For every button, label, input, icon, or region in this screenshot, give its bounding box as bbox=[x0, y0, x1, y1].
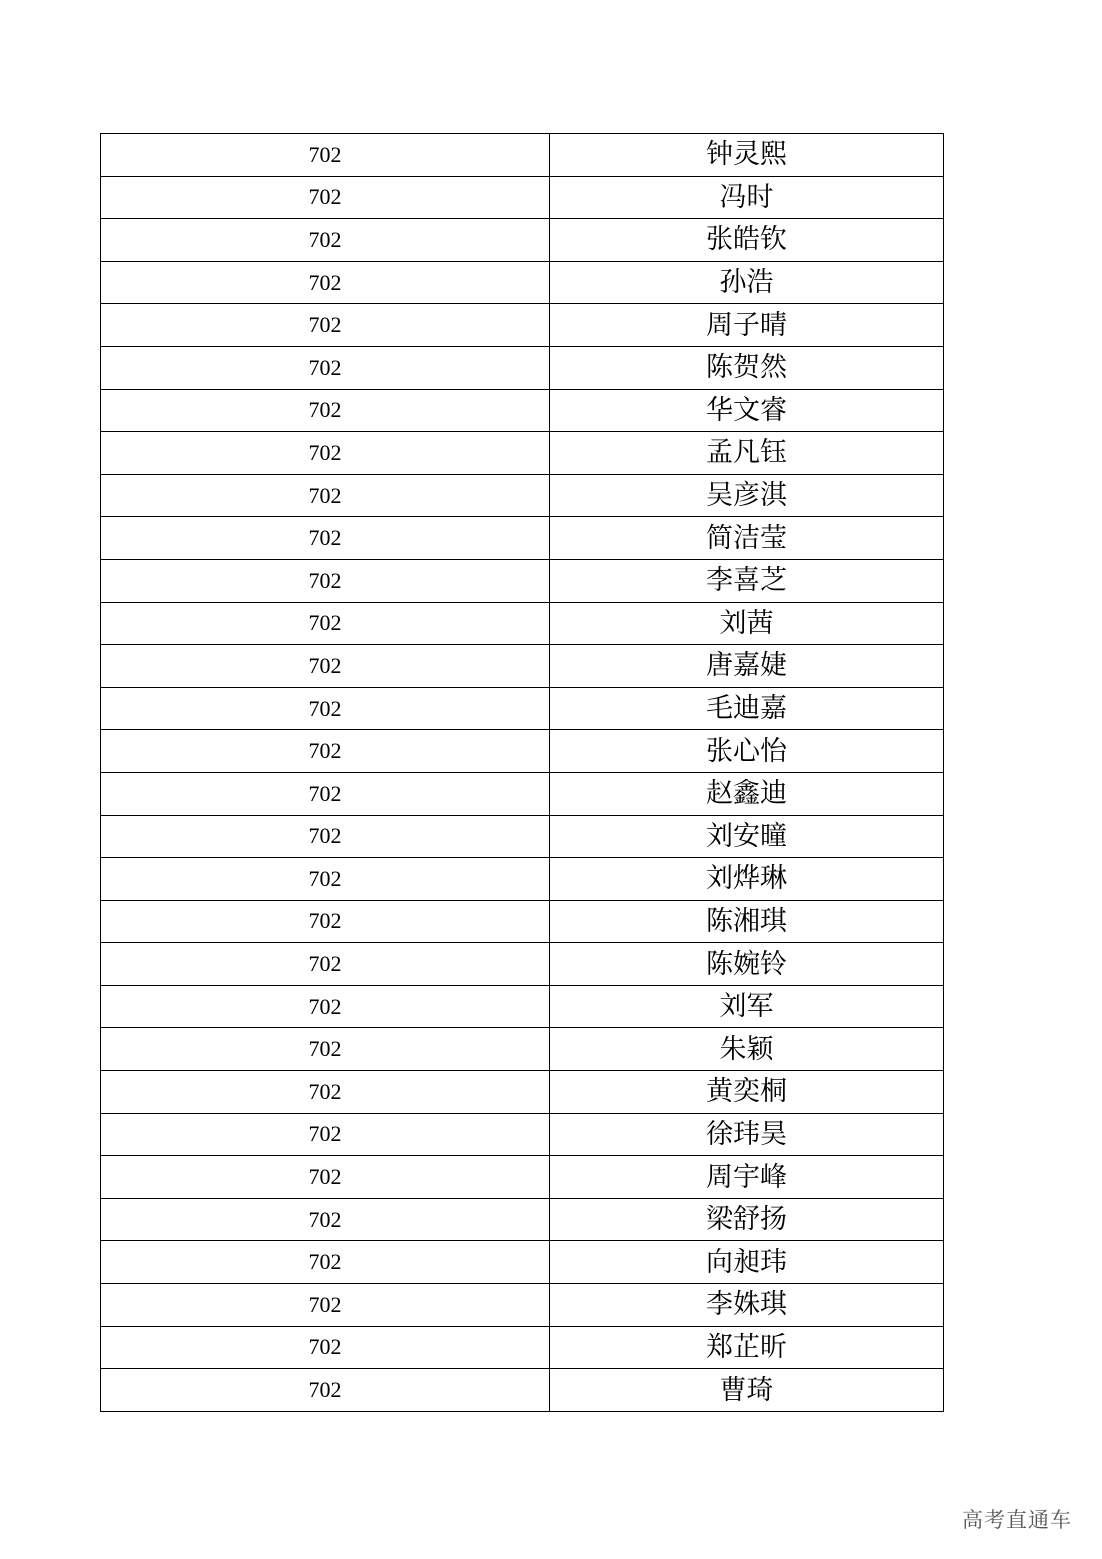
table-row bbox=[101, 261, 944, 304]
table-row bbox=[101, 858, 944, 901]
table-row bbox=[101, 772, 944, 815]
table-row bbox=[101, 176, 944, 219]
table-row bbox=[101, 645, 944, 688]
code-cell: 702 bbox=[101, 1028, 550, 1071]
table-row bbox=[101, 730, 944, 773]
code-cell: 702 bbox=[101, 346, 550, 389]
table-row bbox=[101, 1369, 944, 1412]
table-row bbox=[101, 134, 944, 177]
code-cell: 702 bbox=[101, 943, 550, 986]
table-row bbox=[101, 304, 944, 347]
code-cell: 702 bbox=[101, 1071, 550, 1114]
table-row bbox=[101, 943, 944, 986]
code-cell: 702 bbox=[101, 1113, 550, 1156]
name-cell: 李喜芝 bbox=[550, 559, 944, 602]
code-cell: 702 bbox=[101, 134, 550, 177]
code-cell: 702 bbox=[101, 772, 550, 815]
name-cell: 朱颖 bbox=[550, 1028, 944, 1071]
name-cell: 唐嘉婕 bbox=[550, 645, 944, 688]
code-cell: 702 bbox=[101, 261, 550, 304]
code-cell: 702 bbox=[101, 815, 550, 858]
name-cell: 张心怡 bbox=[550, 730, 944, 773]
name-cell: 周子晴 bbox=[550, 304, 944, 347]
code-cell: 702 bbox=[101, 304, 550, 347]
table-row bbox=[101, 1113, 944, 1156]
table-row bbox=[101, 1156, 944, 1199]
table-row bbox=[101, 219, 944, 262]
table-row bbox=[101, 815, 944, 858]
watermark-text: 高考直通车 bbox=[962, 1508, 1072, 1532]
table-row bbox=[101, 1071, 944, 1114]
name-cell: 简洁莹 bbox=[550, 517, 944, 560]
name-cell: 郑芷昕 bbox=[550, 1326, 944, 1369]
name-cell: 陈婉铃 bbox=[550, 943, 944, 986]
name-cell: 曹琦 bbox=[550, 1369, 944, 1412]
code-cell: 702 bbox=[101, 1241, 550, 1284]
name-cell: 赵鑫迪 bbox=[550, 772, 944, 815]
table-row bbox=[101, 1284, 944, 1327]
code-cell: 702 bbox=[101, 389, 550, 432]
name-cell: 刘茜 bbox=[550, 602, 944, 645]
code-cell: 702 bbox=[101, 1156, 550, 1199]
name-cell: 陈湘琪 bbox=[550, 900, 944, 943]
code-cell: 702 bbox=[101, 517, 550, 560]
name-cell: 向昶玮 bbox=[550, 1241, 944, 1284]
roster-table-body bbox=[101, 134, 944, 1412]
name-cell: 刘安曈 bbox=[550, 815, 944, 858]
table-row bbox=[101, 432, 944, 475]
table-row bbox=[101, 389, 944, 432]
name-cell: 孟凡钰 bbox=[550, 432, 944, 475]
code-cell: 702 bbox=[101, 176, 550, 219]
table-row bbox=[101, 346, 944, 389]
name-cell: 陈贺然 bbox=[550, 346, 944, 389]
name-cell: 孙浩 bbox=[550, 261, 944, 304]
code-cell: 702 bbox=[101, 1326, 550, 1369]
table-row bbox=[101, 985, 944, 1028]
name-cell: 毛迪嘉 bbox=[550, 687, 944, 730]
code-cell: 702 bbox=[101, 1369, 550, 1412]
table-row bbox=[101, 559, 944, 602]
name-cell: 刘烨琳 bbox=[550, 858, 944, 901]
name-cell: 黄奕桐 bbox=[550, 1071, 944, 1114]
code-cell: 702 bbox=[101, 645, 550, 688]
code-cell: 702 bbox=[101, 858, 550, 901]
name-cell: 梁舒扬 bbox=[550, 1198, 944, 1241]
table-row bbox=[101, 687, 944, 730]
name-cell: 华文睿 bbox=[550, 389, 944, 432]
table-row bbox=[101, 474, 944, 517]
code-cell: 702 bbox=[101, 687, 550, 730]
table-row bbox=[101, 602, 944, 645]
name-cell: 刘军 bbox=[550, 985, 944, 1028]
code-cell: 702 bbox=[101, 985, 550, 1028]
table-row bbox=[101, 1028, 944, 1071]
name-cell: 张皓钦 bbox=[550, 219, 944, 262]
table-row bbox=[101, 1198, 944, 1241]
table-row bbox=[101, 1326, 944, 1369]
name-cell: 钟灵熙 bbox=[550, 134, 944, 177]
code-cell: 702 bbox=[101, 474, 550, 517]
code-cell: 702 bbox=[101, 559, 550, 602]
table-row bbox=[101, 1241, 944, 1284]
code-cell: 702 bbox=[101, 219, 550, 262]
name-cell: 李姝琪 bbox=[550, 1284, 944, 1327]
table-row bbox=[101, 900, 944, 943]
table-row bbox=[101, 517, 944, 560]
code-cell: 702 bbox=[101, 900, 550, 943]
code-cell: 702 bbox=[101, 432, 550, 475]
roster-table bbox=[100, 133, 944, 1412]
code-cell: 702 bbox=[101, 602, 550, 645]
name-cell: 吴彦淇 bbox=[550, 474, 944, 517]
code-cell: 702 bbox=[101, 1284, 550, 1327]
name-cell: 冯时 bbox=[550, 176, 944, 219]
code-cell: 702 bbox=[101, 1198, 550, 1241]
name-cell: 周宇峰 bbox=[550, 1156, 944, 1199]
code-cell: 702 bbox=[101, 730, 550, 773]
name-cell: 徐玮昊 bbox=[550, 1113, 944, 1156]
